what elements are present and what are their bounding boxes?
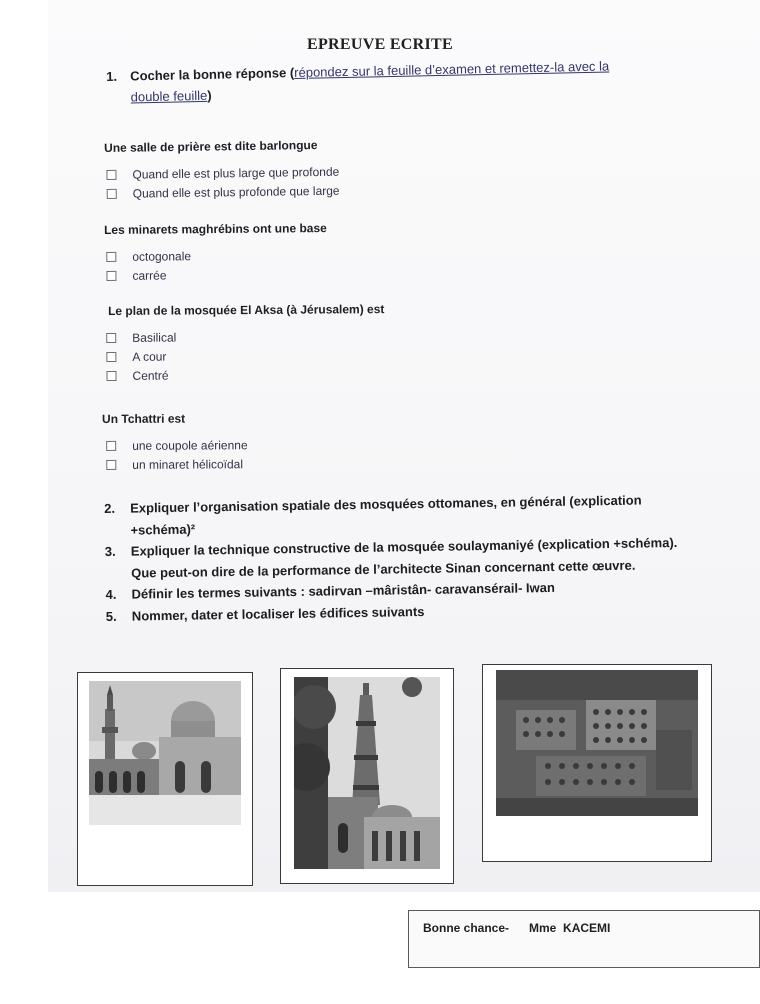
mosque-photo-illustration — [89, 681, 241, 825]
question-text: Expliquer l’organisation spatiale des mosquées ottomanes, en général (explication +schéma)² — [130, 492, 642, 538]
open-questions — [104, 489, 706, 627]
option-label: un minaret hélicoïdal — [132, 456, 244, 472]
photo-aerial-complex — [496, 670, 698, 816]
mcq-question: Le plan de la mosquée El Aksa (à Jérusalem) est — [108, 302, 385, 318]
checkbox-empty-icon[interactable] — [106, 440, 116, 450]
instruction-line-2: double feuille — [130, 87, 208, 105]
checkbox-empty-icon[interactable] — [106, 370, 116, 380]
question-number: 1. — [106, 68, 118, 84]
option-label: octogonale — [132, 248, 192, 264]
instruction-line-1: répondez sur la feuille d’examen et remettez-la avec la — [294, 58, 610, 81]
question-text: Définir les termes suivants : sadirvan –mâristân- caravansérail- Iwan — [131, 579, 555, 602]
checkbox-empty-icon[interactable] — [106, 332, 116, 342]
question-text: Nommer, dater et localiser les édifices suivants — [131, 603, 425, 624]
photo-mosque-minaret-dome — [89, 681, 241, 825]
mcq-option[interactable] — [105, 181, 340, 203]
mcq-option[interactable] — [104, 454, 248, 474]
mcq-option[interactable] — [104, 435, 248, 455]
checkbox-empty-icon[interactable] — [106, 251, 116, 261]
checkbox-empty-icon[interactable] — [106, 270, 116, 280]
question-text: Expliquer la technique constructive de la mosquée soulaymaniyé (explication +schéma). Que peut-on dire de la performance de l’architecte Sinan concernant cette œuvre. — [130, 535, 678, 581]
photo-minaret-tower — [294, 677, 440, 869]
option-label: une coupole aérienne — [132, 437, 248, 453]
question-number: 3. — [104, 543, 116, 559]
mcq-option[interactable] — [104, 345, 384, 366]
option-label: A cour — [132, 349, 167, 364]
tower-photo-illustration — [294, 677, 440, 869]
option-label: Quand elle est plus profonde que large — [132, 183, 340, 201]
mcq-block-el-aksa — [108, 302, 385, 385]
checkbox-empty-icon[interactable] — [106, 351, 116, 361]
checkbox-empty-icon[interactable] — [106, 169, 116, 179]
option-label: carrée — [132, 267, 167, 283]
question-number: 4. — [105, 586, 117, 602]
question-number: 2. — [104, 500, 116, 516]
mcq-block-barlongue — [104, 138, 340, 203]
page-title: EPREUVE ECRITE — [306, 36, 453, 53]
mcq-option[interactable] — [104, 326, 384, 347]
mcq-option[interactable] — [104, 364, 384, 385]
option-label: Quand elle est plus large que profonde — [132, 164, 340, 182]
mcq-block-tchattri — [102, 411, 248, 474]
paren-close: ) — [207, 87, 212, 103]
aerial-photo-illustration — [496, 670, 698, 816]
mcq-question: Un Tchattri est — [102, 411, 186, 426]
mcq-question: Les minarets maghrébins ont une base — [104, 221, 327, 237]
mcq-question: Une salle de prière est dite barlongue — [104, 138, 318, 155]
mcq-option[interactable] — [104, 245, 327, 266]
option-label: Centré — [132, 368, 169, 383]
option-label: Basilical — [132, 330, 177, 345]
footer-signature: Bonne chance- Mme KACEMI — [423, 921, 611, 935]
checkbox-empty-icon[interactable] — [106, 459, 116, 469]
question-number: 5. — [105, 608, 117, 624]
checkbox-empty-icon[interactable] — [107, 188, 117, 198]
mcq-option[interactable] — [104, 264, 327, 285]
question-lead: Cocher la bonne réponse — [130, 65, 287, 84]
paren-open: ( — [289, 65, 295, 81]
footer-box — [408, 910, 760, 968]
mcq-block-minarets — [104, 221, 327, 285]
